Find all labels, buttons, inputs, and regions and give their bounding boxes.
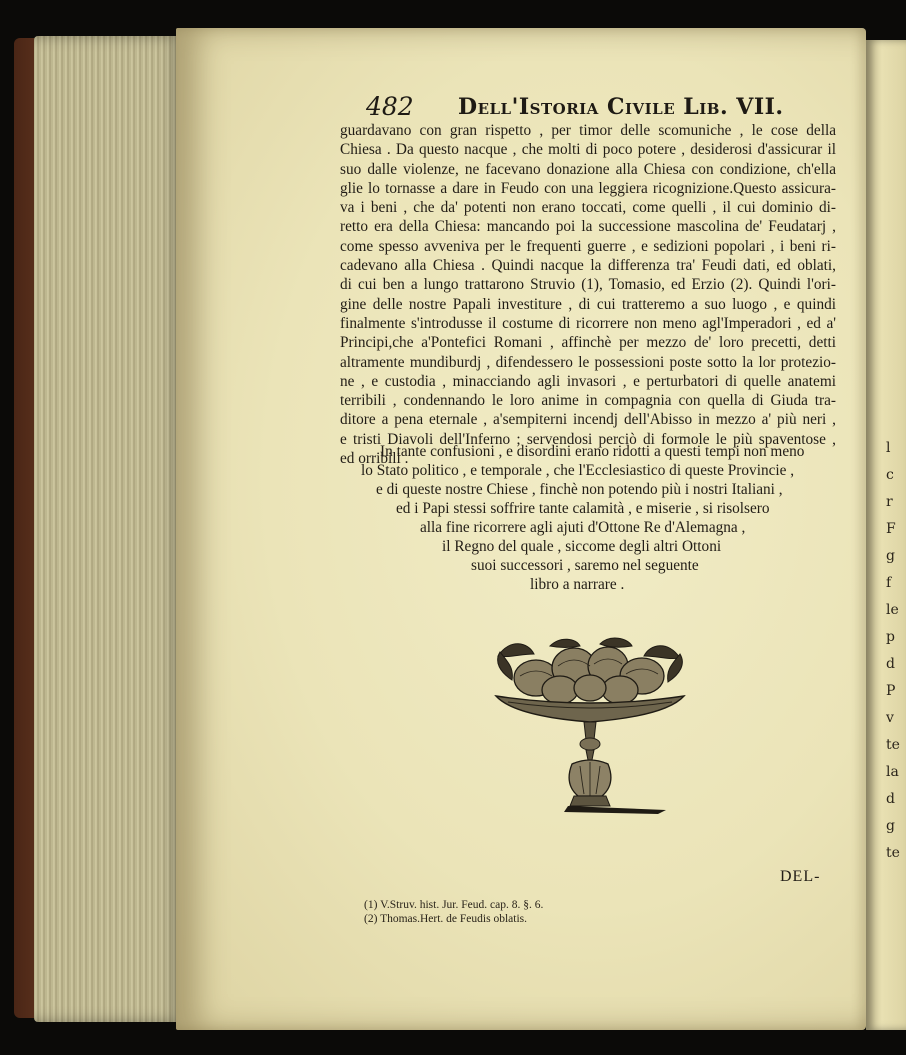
text-line: va i beni , che da' potenti non erano toccati, come quelli , il cui dominio di- bbox=[340, 199, 836, 217]
text-line: alla fine ricorrere agli ajuti d'Ottone Re d'Alemagna , bbox=[420, 519, 746, 536]
facing-page-edge bbox=[866, 40, 906, 1030]
text-line: glie lo tornasse a dare in Feudo con una leggiera ricognizione.Questo assicura- bbox=[340, 179, 836, 197]
text-line: guardavano con gran rispetto , per timor delle scomuniche , le cose della bbox=[340, 122, 836, 139]
footnote: (1) V.Struv. hist. Jur. Feud. cap. 8. §. 6. bbox=[364, 899, 544, 911]
facing-page-fragment: c bbox=[886, 467, 894, 483]
facing-page-fragment: g bbox=[886, 818, 895, 834]
facing-page-fragment: d bbox=[886, 656, 895, 672]
facing-page-fragment: r bbox=[886, 494, 893, 510]
text-line: ne , e custodia , minacciando agli invasori , e perturbatori di quelle anatemi bbox=[340, 372, 836, 390]
footnote: (2) Thomas.Hert. de Feudis oblatis. bbox=[364, 913, 527, 925]
text-line: ed orribili . bbox=[340, 450, 409, 468]
page-edges bbox=[34, 36, 184, 1022]
facing-page-fragment: g bbox=[886, 548, 895, 564]
fruit-bowl-ornament bbox=[490, 636, 690, 820]
facing-page-fragment: f bbox=[886, 575, 892, 591]
body-text bbox=[340, 121, 836, 468]
text-line: il Regno del quale , siccome degli altri Ottoni bbox=[442, 538, 722, 555]
text-line: gine delle nostre Papali investiture , di cui tratteremo a suo luogo , e quindi bbox=[340, 295, 836, 313]
text-line: ed i Papi stessi soffrire tante calamità , e miserie , si risolsero bbox=[396, 500, 770, 517]
text-line: In tante confusioni , e disordini erano ridotti a questi tempi non meno bbox=[380, 443, 805, 460]
facing-page-fragment: le bbox=[886, 602, 899, 618]
facing-page-fragment: te bbox=[886, 737, 900, 753]
text-line: cadevano alla Chiesa . Quindi nacque la differenza tra' Feudi dati, ed oblati, bbox=[340, 257, 836, 275]
text-line: di cui ben a lungo trattarono Struvio (1), Tomasio, ed Erzio (2). Quindi l'ori- bbox=[340, 276, 836, 294]
text-line: e di queste nostre Chiese , finchè non potendo più i nostri Italiani , bbox=[376, 481, 783, 498]
facing-page-fragment: l bbox=[886, 440, 891, 456]
text-line: ditore a pena eternale , a'sempiterni incendj dell'Abisso in mezzo a' più neri , bbox=[340, 411, 836, 429]
facing-page-fragment: d bbox=[886, 791, 895, 807]
facing-page-fragment: la bbox=[886, 764, 899, 780]
text-line: suo dalle violenze, ne facevano donazione alla Chiesa con condizione, ch'ella bbox=[340, 160, 836, 178]
text-line: lo Stato politico , e temporale , che l'Ecclesiastico di queste Provincie , bbox=[361, 462, 795, 479]
footnotes bbox=[364, 898, 543, 926]
page-number: 482 bbox=[366, 92, 414, 121]
text-line: come spesso avveniva per le frequenti guerre , e sedizioni popolari , i beni ri- bbox=[340, 237, 836, 255]
catchword: DEL- bbox=[780, 868, 821, 885]
text-line: Chiesa . Da questo nacque , che molti di poco potere , desiderosi d'assicurar il bbox=[340, 141, 836, 159]
text-line: e tristi Diavoli dell'Inferno ; servendosi perciò di formole le più spaventose , bbox=[340, 430, 836, 448]
text-line: finalmente s'introdusse il costume di ricorrere non meno agl'Imperadori , ed a' bbox=[340, 314, 836, 332]
facing-page-fragment: p bbox=[886, 629, 895, 645]
running-title: Dell'Istoria Civile Lib. VII. bbox=[458, 94, 784, 120]
facing-page-fragment: F bbox=[886, 521, 896, 537]
text-line: suoi successori , saremo nel seguente bbox=[471, 557, 699, 574]
text-line: libro a narrare . bbox=[530, 576, 625, 593]
text-line: terribili , condennando le loro anime in compagnia con quella di Giuda tra- bbox=[340, 392, 836, 410]
facing-page-fragment: te bbox=[886, 845, 900, 861]
text-line: retto era della Chiesa: mancando poi la successione mascolina de' Feudatarj , bbox=[340, 218, 836, 236]
facing-page-fragment: v bbox=[886, 710, 894, 726]
facing-page-fragment: P bbox=[886, 683, 896, 699]
text-line: altramente mundiburdj , difendessero le possessioni poste sotto la lor protezio- bbox=[340, 353, 836, 371]
text-line: Principi,che a'Pontefici Romani , affinchè per mezzo de' loro precetti, detti bbox=[340, 334, 836, 352]
